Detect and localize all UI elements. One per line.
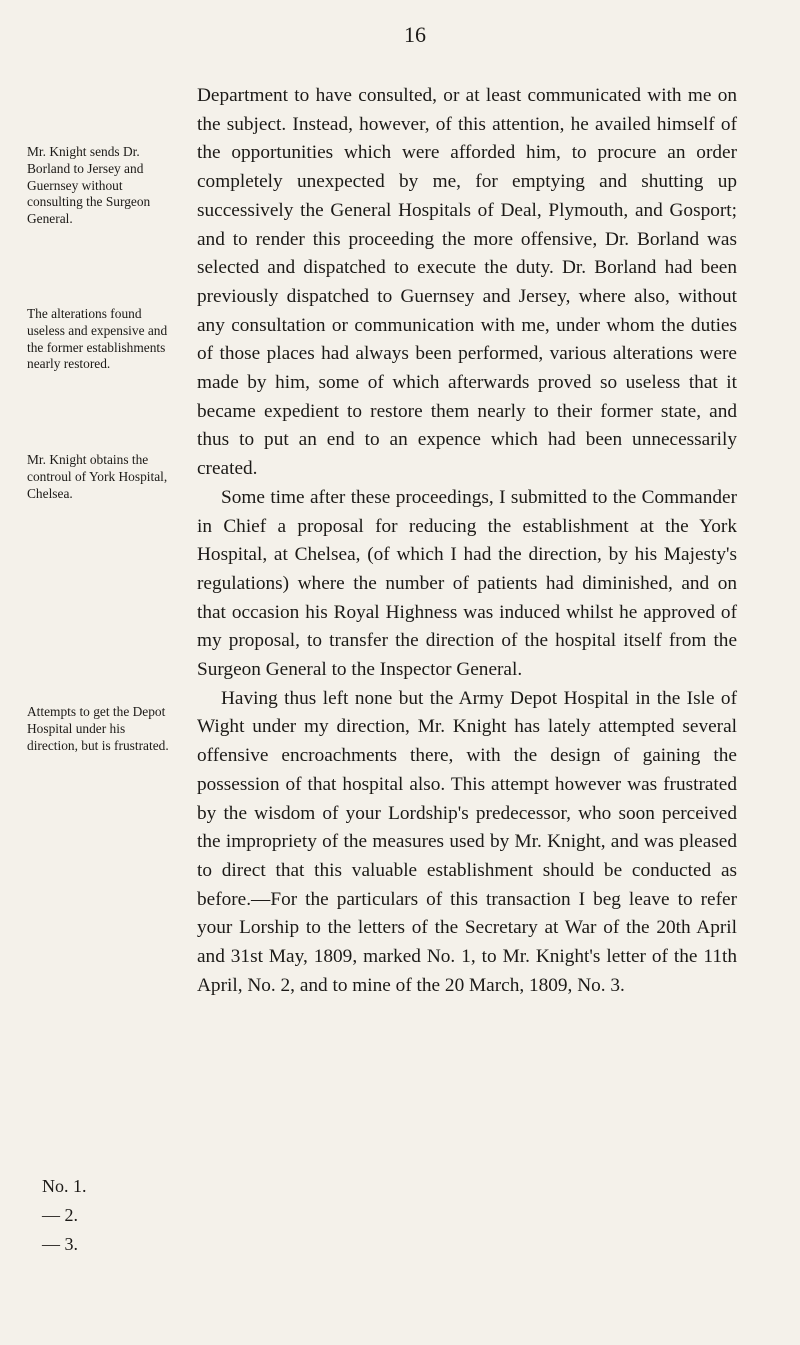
paragraph: Having thus left none but the Army Depot Hospital in the Isle of Wight under my direction, Mr. Knight has lately attempted several offensive encroachments there, with the design of gaining the possession of that hospital also. This attempt however was frustrated by the wisdom of your Lordship's predecessor, who soon perceived the impropriety of the measures used by Mr. Knight, and was pleased to direct that this valuable establishment should be conducted as before.—For the particulars of this transaction I beg leave to refer your Lorship to the letters of the Secretary at War of the 20th April and 31st May, 1809, marked No. 1, to Mr. Knight's letter of the 11th April, No. 2, and to mine of the 20 March, 1809, No. 3.	[197, 687, 737, 996]
reference-no-2: — 2.	[42, 1205, 78, 1225]
page-number: 16	[404, 22, 426, 47]
paragraph: Some time after these proceedings, I submitted to the Commander in Chief a proposal for reducing the establishment at the York Hospital, at Chelsea, (of which I had the direction, by his Majesty's regulations) where the number of patients had diminished, and on that occasion his Royal Highness was induced whilst he approved of my proposal, to transfer the direction of the hospital itself from the Surgeon General to the Inspector General.	[197, 486, 737, 681]
margin-note-alterations: The alterations found useless and expensive and the former establishments nearly restored.	[27, 306, 168, 372]
body-text	[197, 82, 737, 1001]
reference-no-1: No. 1.	[42, 1176, 87, 1196]
paragraph: Department to have consulted, or at least communicated with me on the subject. Instead, however, of this attention, he availed himself of the opportunities which were afforded him, to procure an order completely unexpected by me, for emptying and shutting up successively the General Hospitals of Deal, Plymouth, and Gosport; and to render this proceeding the more offensive, Dr. Borland was selected and dispatched to execute the duty. Dr. Borland had been previously dispatched to Guernsey and Jersey, where also, without any consultation or communication with me, under whom the duties of those places had always been performed, various alterations were made by him, some of which afterwards proved so useless that it became expedient to restore them nearly to their former state, and thus to put an end to an expence which had been unnecessarily created.	[197, 85, 737, 480]
margin-note-borland: Mr. Knight sends Dr. Borland to Jersey and Guernsey without consulting the Surgeon General.	[27, 144, 151, 227]
margin-note-york-hospital: Mr. Knight obtains the controul of York Hospital, Chelsea.	[27, 452, 168, 501]
reference-no-3: — 3.	[42, 1234, 78, 1254]
margin-note-depot-hospital: Attempts to get the Depot Hospital under his direction, but is frustrated.	[27, 704, 169, 753]
